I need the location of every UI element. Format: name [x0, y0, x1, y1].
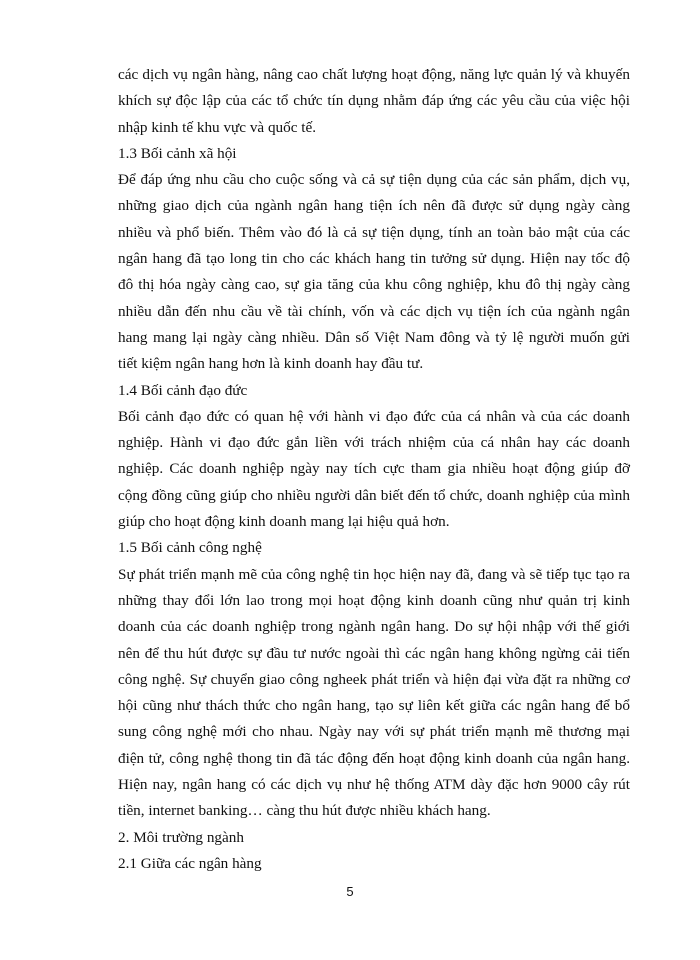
- text-line: Sự phát triển mạnh mẽ của công nghệ tin học hiện nay đã, đang và sẽ tiếp tục tạo ra: [118, 565, 630, 583]
- text-line: nghiệp. Hành vi đạo đức gắn liền với trách nhiệm của cá nhân hay các doanh: [118, 434, 630, 452]
- heading-2-1: 2.1 Giữa các ngân hàng: [118, 854, 262, 872]
- text-line: tiền, internet banking… càng thu hút được nhiều khách hang.: [118, 802, 491, 820]
- paragraph-ethics-context: [118, 404, 630, 535]
- text-line: doanh của các doanh nghiệp trong ngành ngân hang. Do sự hội nhập với thế giới: [118, 618, 630, 636]
- text-line: hang mang lại ngày càng nhiều. Dân số Việt Nam đông và tỷ lệ người muốn gửi: [118, 328, 630, 346]
- page-number: 5: [346, 884, 354, 899]
- text-line: đô thị hóa ngày càng cao, sự gia tăng của khu công nghiệp, khu đô thị ngày càng: [118, 276, 630, 294]
- text-line: ngân hang đã tạo long tin cho các khách hang tin tưởng sử dụng. Hiện nay tốc độ: [118, 250, 630, 268]
- heading-2: 2. Môi trường ngành: [118, 828, 244, 846]
- heading-1-4: 1.4 Bối cảnh đạo đức: [118, 381, 248, 399]
- document-body: [118, 62, 630, 877]
- text-line: nghiệp. Các doanh nghiệp ngày nay tích cực tham gia nhiều hoạt động giúp đỡ: [118, 460, 630, 478]
- text-line: tiết kiệm ngân hang hơn là kinh doanh hay đầu tư.: [118, 355, 424, 373]
- heading-1-5: 1.5 Bối cảnh công nghệ: [118, 539, 262, 557]
- text-line: Hiện nay, ngân hang có các dịch vụ như hệ thống ATM dày đặc hơn 9000 cây rút: [118, 776, 630, 794]
- text-line: khích sự độc lập của các tổ chức tín dụng nhằm đáp ứng các yêu cầu của việc hội: [118, 92, 630, 110]
- text-line: sung công nghệ mới cho nhau. Ngày nay với sự phát triển mạnh mẽ thương mại: [118, 723, 630, 741]
- text-line: điện tử, công nghệ thong tin đã tác động đến hoạt động kinh doanh của ngân hang.: [118, 749, 630, 767]
- text-line: cộng đồng cũng giúp cho nhiều người dân biết đến tổ chức, doanh nghiệp của mình: [118, 486, 630, 504]
- text-line: Để đáp ứng nhu cầu cho cuộc sống và cả sự tiện dụng của các sản phẩm, dịch vụ,: [118, 171, 630, 189]
- text-line: nhiều dẫn đến nhu cầu về tài chính, vốn và các dịch vụ tiện ích của ngành ngân: [118, 302, 630, 320]
- text-line: công nghệ. Sự chuyển giao công ngheek phát triển và hiện đại vừa đặt ra những cơ: [118, 670, 630, 688]
- text-line: những giao dịch của ngành ngân hang tiện ích nên đã được sử dụng ngày càng: [118, 197, 630, 215]
- text-line: nên để thu hút được sự đầu tư nước ngoài thì các ngân hang không ngừng cải tiến: [118, 644, 630, 662]
- paragraph-social-context: [118, 167, 630, 377]
- heading-1-3: 1.3 Bối cảnh xã hội: [118, 144, 237, 162]
- paragraph-continuation: [118, 62, 630, 141]
- text-line: những thay đổi lớn lao trong mọi hoạt động kinh doanh cũng như quản trị kinh: [118, 591, 630, 609]
- text-line: giúp cho hoạt động kinh doanh mang lại hiệu quả hơn.: [118, 513, 450, 531]
- text-line: hội cũng như thách thức cho ngân hang, tạo sự liên kết giữa các ngân hang để bổ: [118, 697, 630, 715]
- text-line: nhập kinh tế khu vực và quốc tế.: [118, 118, 317, 136]
- text-line: các dịch vụ ngân hàng, nâng cao chất lượng hoạt động, năng lực quản lý và khuyến: [118, 66, 630, 83]
- text-line: Bối cảnh đạo đức có quan hệ với hành vi đạo đức của cá nhân và của các doanh: [118, 407, 630, 425]
- paragraph-technology-context: [118, 562, 630, 825]
- text-line: nhiều và phổ biến. Thêm vào đó là cả sự tiện dụng, tính an toàn bảo mật của các: [118, 223, 630, 241]
